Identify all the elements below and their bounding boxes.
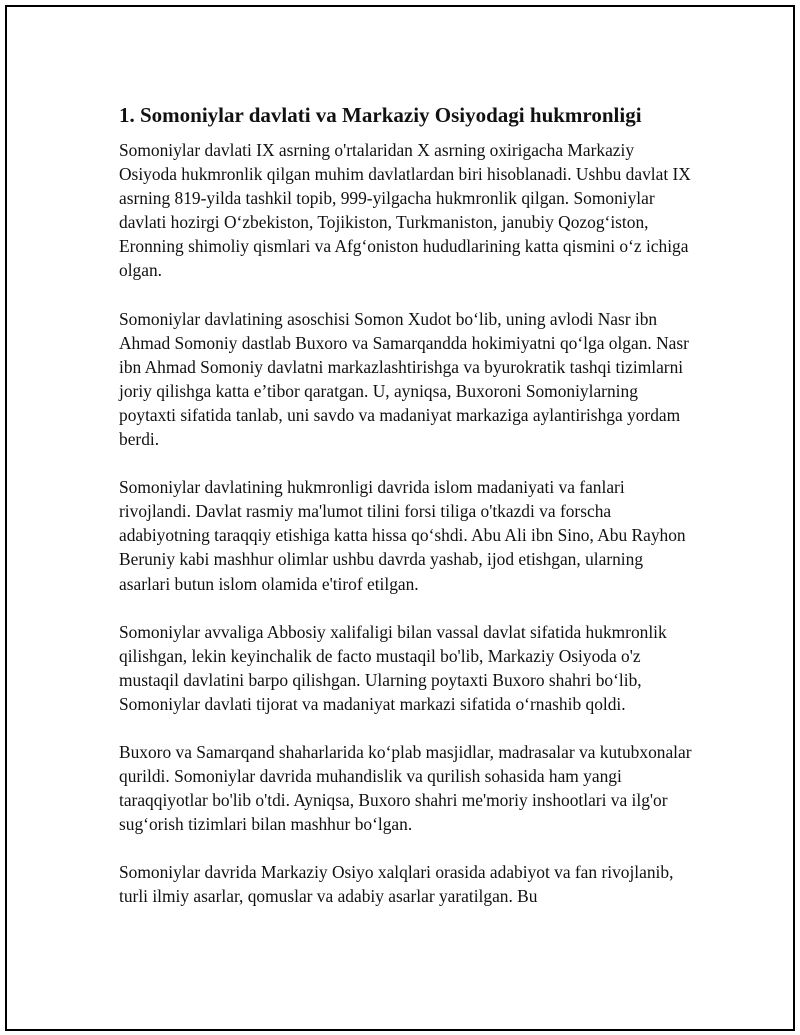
paragraph-5: Buxoro va Samarqand shaharlarida ko‘plab masjidlar, madrasalar va kutubxonalar qurildi. Somoniylar davrida muhandislik va qurilish sohasida ham yangi taraqqiyotlar bo'lib o'tdi. Ayniqsa, Buxoro shahri me'moriy inshootlari va ilg'or sug‘orish tizimlari bilan mashhur bo‘lgan. [119,741,692,835]
page-frame [5,5,795,1031]
paragraph-4: Somoniylar avvaliga Abbosiy xalifaligi bilan vassal davlat sifatida hukmronlik qilishgan, lekin keyinchalik de facto mustaqil bo'lib, Markaziy Osiyoda o'z mustaqil davlatini barpo qilishgan. Ularning poytaxti Buxoro shahri bo‘lib, Somoniylar davlati tijorat va madaniyat markazi sifatida o‘rnashib qoldi. [119,621,667,714]
section-heading: 1. Somoniylar davlati va Markaziy Osiyodagi hukmronligi [119,103,642,127]
paragraph-2: Somoniylar davlatining asoschisi Somon Xudot bo‘lib, uning avlodi Nasr ibn Ahmad Somoniy dastlab Buxoro va Samarqandda hokimiyatni qo‘lga olgan. Nasr ibn Ahmad Somoniy davlatni markazlashtirishga va byurokratik tashqi tizimlarni joriy qilishga katta e’tibor qaratgan. U, ayniqsa, Buxoroni Somoniylarning poytaxti sifatida tanlab, uni savdo va madaniyat markaziga aylantirishga yordam berdi. [119,308,689,450]
document-body [119,101,694,933]
paragraph-6: Somoniylar davrida Markaziy Osiyo xalqlari orasida adabiyot va fan rivojlanib, turli ilmiy asarlar, qomuslar va adabiy asarlar yaratilgan. Bu [119,862,674,907]
paragraph-3: Somoniylar davlatining hukmronligi davrida islom madaniyati va fanlari rivojlandi. Davlat rasmiy ma'lumot tilini forsi tiliga o'tkazdi va forscha adabiyotning taraqqiy etishiga katta hissa qo‘shdi. Abu Ali ibn Sino, Abu Rayhon Beruniy kabi mashhur olimlar ushbu davrda yashab, ijod etishgan, ularning asarlari butun islom olamida e'tirof etilgan. [119,477,686,594]
paragraph-1: Somoniylar davlati IX asrning o'rtalaridan X asrning oxirigacha Markaziy Osiyoda hukmronlik qilgan muhim davlatlardan biri hisoblanadi. Ushbu davlat IX asrning 819-yilda tashkil topib, 999-yilgacha hukmronlik qilgan. Somoniylar davlati hozirgi O‘zbekiston, Tojikiston, Turkmaniston, janubiy Qozog‘iston, Eronning shimoliy qismlari va Afg‘oniston hududlarining katta qismini o‘z ichiga olgan. [119,140,691,281]
